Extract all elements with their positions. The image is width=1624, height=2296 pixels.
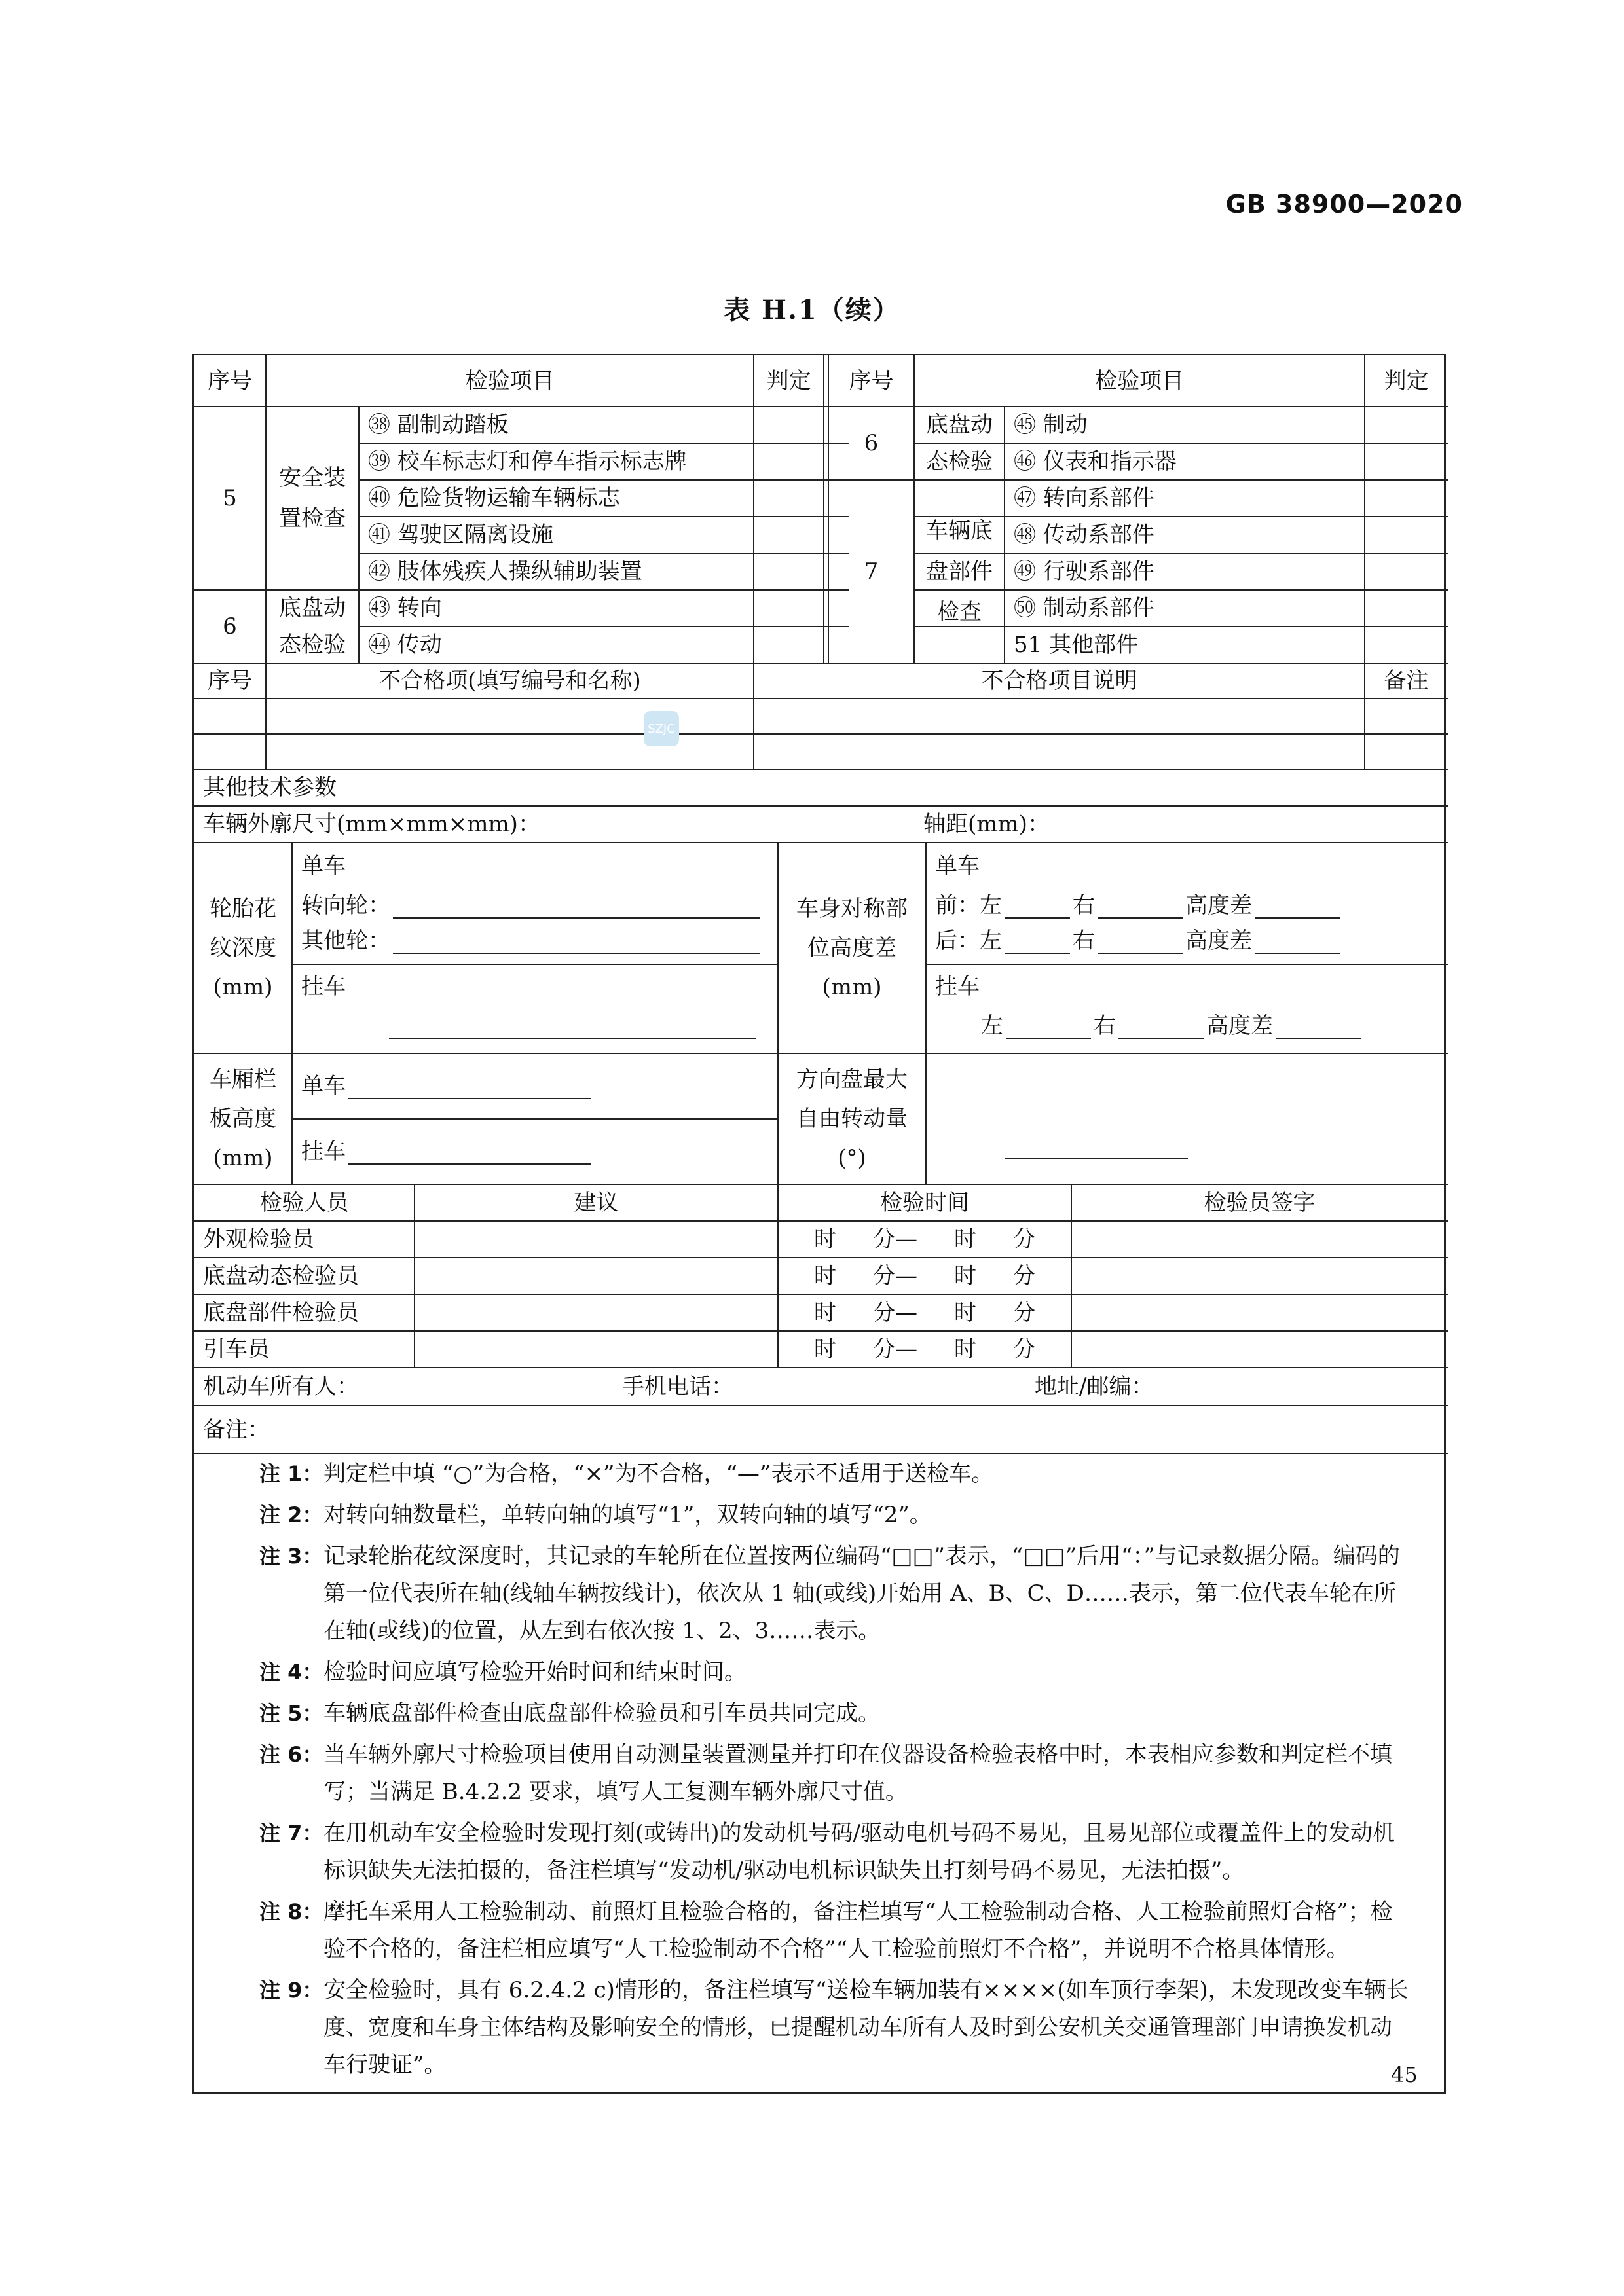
note-5: 注 5： 车辆底盘部件检查由底盘部件检验员和引车员共同完成。: [259, 1700, 880, 1726]
seq-6-left: 6: [223, 613, 237, 640]
inspection-form: [192, 354, 1446, 2094]
inspector-chassis-dynamic: 底盘动态检验员: [203, 1263, 359, 1289]
dimensions-label: 车辆外廓尺寸(mm×mm×mm)：: [203, 811, 540, 837]
steering-free-play-label: 方向盘最大自由转动量(°): [796, 1066, 908, 1171]
other-wheel-label: 其他轮：: [301, 928, 390, 954]
tread-single-label: 单车: [301, 853, 346, 879]
sym-front-field: [926, 887, 1457, 924]
trailer-left-label: 左: [981, 1013, 1003, 1039]
fail-desc-header: 不合格项目说明: [981, 668, 1137, 694]
seq-7: 7: [864, 558, 879, 585]
front-left-label: 前：左: [935, 892, 1002, 919]
inspector-header: 检验人员: [259, 1190, 349, 1216]
trailer-right-label: 右: [1094, 1013, 1116, 1039]
standard-number: GB 38900—2020: [1225, 190, 1463, 219]
rear-right-label: 右: [1073, 928, 1095, 954]
item-46: ㊻ 仪表和指示器: [1014, 448, 1177, 475]
rail-trailer-label: 挂车: [301, 1139, 346, 1165]
address-label: 地址/邮编：: [1035, 1374, 1154, 1400]
other-wheel-field: [292, 922, 787, 959]
remark-label: 备注：: [203, 1416, 270, 1443]
other-wheel-blank: [393, 928, 760, 954]
header-seq-right: 序号: [849, 368, 894, 394]
rail-height-label: 车厢栏板高度(mm): [210, 1066, 276, 1171]
note-9: 注 9： 安全检验时，具有 6.2.4.2 c)情形的，备注栏填写“送检车辆加装有××××(如车顶行李架)，未发现改变车辆长度、宽度和车身主体结构及影响安全的情形，已提醒机动车所有人及时到公安机关交通管理部门申请换发机动车行驶证”。: [259, 1977, 1409, 2078]
item-41: ㊶ 驾驶区隔离设施: [368, 522, 553, 548]
category-chassis-parts: 车辆底盘部件检查: [926, 518, 993, 625]
tread-trailer-blank: [389, 1013, 756, 1039]
time-row-3: 时 分— 时 分: [814, 1300, 1035, 1326]
signature-header: 检验员签字: [1204, 1190, 1316, 1216]
rail-trailer-field: [292, 1133, 787, 1170]
watermark-logo: SZJC: [644, 711, 679, 746]
item-49: ㊾ 行驶系部件: [1014, 558, 1154, 585]
sym-trailer-field: [972, 1008, 1457, 1044]
tread-trailer-field: [292, 1008, 778, 1044]
front-right-label: 右: [1073, 892, 1095, 919]
note-6: 注 6： 当车辆外廓尺寸检验项目使用自动测量装置测量并打印在仪器设备检验表格中时，本表相应参数和判定栏不填写；当满足 B.4.2.2 要求，填写人工复测车辆外廓尺寸值。: [259, 1741, 1392, 1805]
inspector-driver: 引车员: [203, 1336, 270, 1362]
item-50: ㊿ 制动系部件: [1014, 595, 1154, 621]
wheelbase-label: 轴距(mm)：: [923, 811, 1050, 837]
item-44: ㊹ 传动: [368, 632, 442, 658]
header-judge-right: 判定: [1384, 368, 1429, 394]
owner-label: 机动车所有人：: [203, 1374, 359, 1400]
steering-free-play-field: [926, 1128, 1266, 1165]
other-params-label: 其他技术参数: [203, 774, 337, 801]
fail-item-header: 不合格项(填写编号和名称): [378, 668, 641, 694]
category-chassis-dynamic-left: 底盘动态检验: [279, 595, 346, 658]
inspect-time-header: 检验时间: [880, 1190, 969, 1216]
front-diff-label: 高度差: [1185, 892, 1252, 919]
steering-free-play-blank: [1005, 1133, 1188, 1159]
steer-wheel-field: [292, 887, 787, 924]
inspector-appearance: 外观检验员: [203, 1226, 314, 1252]
item-47: ㊼ 转向系部件: [1014, 485, 1154, 511]
seq-5: 5: [223, 485, 237, 511]
page-number: 45: [1391, 2062, 1418, 2087]
sym-trailer-label: 挂车: [935, 974, 980, 1000]
category-safety-device: 安全装置检查: [279, 465, 346, 532]
item-39: ㊴ 校车标志灯和停车指示标志牌: [368, 448, 687, 475]
table-title: 表 H.1（续）: [724, 295, 900, 325]
header-item-right: 检验项目: [1095, 368, 1184, 394]
item-48: ㊽ 传动系部件: [1014, 522, 1154, 548]
inspector-chassis-parts: 底盘部件检验员: [203, 1300, 359, 1326]
note-1: 注 1： 判定栏中填 “○”为合格，“×”为不合格，“—”表示不适用于送检车。: [259, 1461, 994, 1487]
notes-section: [259, 1455, 1412, 2088]
category-chassis-dynamic-right: 底盘动态检验: [926, 412, 993, 475]
item-40: ㊵ 危险货物运输车辆标志: [368, 485, 620, 511]
time-row-4: 时 分— 时 分: [814, 1336, 1035, 1362]
fail-remark-header: 备注: [1384, 668, 1429, 694]
note-3: 注 3： 记录轮胎花纹深度时，其记录的车轮所在位置按两位编码“□□”表示，“□□”后用“：”与记录数据分隔。编码的第一位代表所在轴(线轴车辆按线计)，依次从 1 轴(或线)开始用 A、B、C、D……表示，第二位代表车轮在所在轴(或线)的位置，从左到右依次按 1、2、3……表示。: [259, 1543, 1400, 1644]
item-43: ㊸ 转向: [368, 595, 442, 621]
note-4: 注 4： 检验时间应填写检验开始时间和结束时间。: [259, 1659, 747, 1685]
time-row-1: 时 分— 时 分: [814, 1226, 1035, 1252]
header-judge-left: 判定: [766, 368, 811, 394]
item-42: ㊷ 肢体残疾人操纵辅助装置: [368, 558, 642, 585]
fail-seq-header: 序号: [208, 668, 252, 694]
tread-depth-label: 轮胎花纹深度(mm): [210, 896, 276, 1000]
header-seq-left: 序号: [208, 368, 252, 394]
phone-label: 手机电话：: [622, 1374, 733, 1400]
rail-single-label: 单车: [301, 1073, 346, 1099]
item-51: 51 其他部件: [1014, 632, 1139, 658]
item-45: ㊺ 制动: [1014, 412, 1088, 438]
sym-single-label: 单车: [935, 853, 980, 879]
steer-wheel-blank: [393, 892, 760, 919]
sym-rear-field: [926, 922, 1457, 959]
header-item-left: 检验项目: [465, 368, 555, 394]
rail-single-field: [292, 1068, 787, 1104]
symmetry-height-label: 车身对称部位高度差(mm): [796, 896, 908, 1000]
trailer-diff-label: 高度差: [1206, 1013, 1273, 1039]
item-38: ㊳ 副制动踏板: [368, 412, 509, 438]
note-7: 注 7： 在用机动车安全检验时发现打刻(或铸出)的发动机号码/驱动电机号码不易见，且易见部位或覆盖件上的发动机标识缺失无法拍摄的，备注栏填写“发动机/驱动电机标识缺失且打刻号码不易见，无法拍摄”。: [259, 1820, 1395, 1884]
rear-diff-label: 高度差: [1185, 928, 1252, 954]
steer-wheel-label: 转向轮：: [301, 892, 390, 919]
tread-trailer-label: 挂车: [301, 974, 346, 1000]
time-row-2: 时 分— 时 分: [814, 1263, 1035, 1289]
seq-6-right: 6: [864, 430, 879, 456]
note-2: 注 2： 对转向轴数量栏，单转向轴的填写“1”，双转向轴的填写“2”。: [259, 1502, 932, 1528]
rear-left-label: 后：左: [935, 928, 1002, 954]
suggestion-header: 建议: [574, 1190, 619, 1216]
note-8: 注 8： 摩托车采用人工检验制动、前照灯且检验合格的，备注栏填写“人工检验制动合格、人工检验前照灯合格”；检验不合格的，备注栏相应填写“人工检验制动不合格”“人工检验前照灯不合格”，并说明不合格具体情形。: [259, 1899, 1393, 1962]
